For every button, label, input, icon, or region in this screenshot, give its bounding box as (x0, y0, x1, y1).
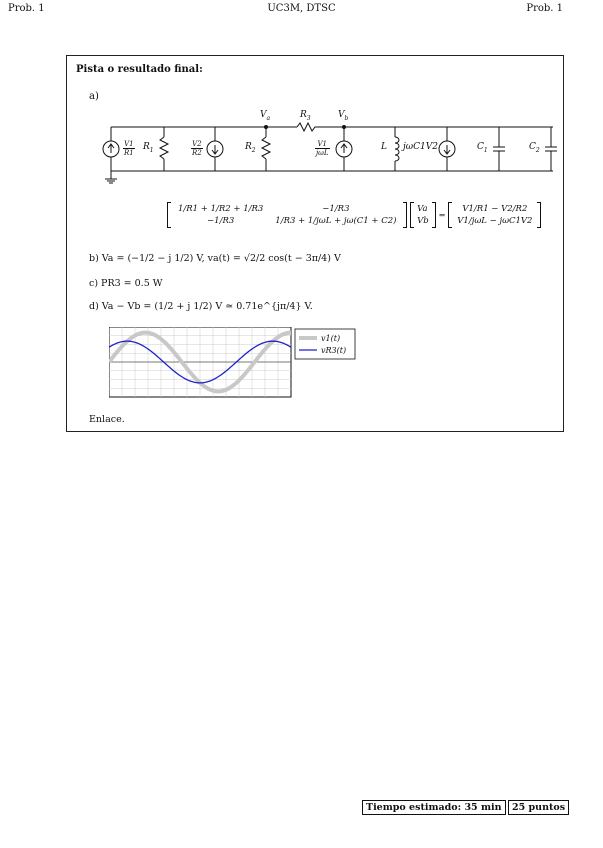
hint-box (66, 55, 564, 432)
m21: −1/R3 (207, 216, 235, 226)
r3-label: $R_3$ (300, 110, 311, 122)
header-left: Prob. 1 (8, 3, 45, 14)
rhs-2: V1/jωL − jωC1V2 (457, 216, 533, 226)
link-text[interactable]: Enlace. (89, 414, 125, 425)
m12: −1/R3 (322, 204, 350, 214)
v-b: Vb (417, 216, 429, 226)
c1-label: $C_1$ (477, 142, 488, 154)
m22: 1/R3 + 1/jωL + jω(C1 + C2) (275, 216, 397, 226)
inductor-label: L (381, 142, 387, 152)
m11: 1/R1 + 1/R2 + 1/R3 (178, 204, 264, 214)
coef-matrix (167, 202, 407, 228)
part-b: b) Va = (−1/2 − j 1/2) V, va(t) = √2/2 cos(t − 3π/4) V (89, 253, 341, 264)
node-b-label: $V_b$ (338, 110, 349, 122)
waveform-chart (109, 327, 399, 403)
voltage-vector (410, 202, 436, 228)
time-badge: Tiempo estimado: 35 min (362, 800, 506, 815)
node-a-label: $V_a$ (260, 110, 271, 122)
matrix-equation: 1/R1 + 1/R2 + 1/R3 −1/R3 −1/R3 1/R3 + 1/jωL + jω(C1 + C2) Va Vb = V1/R1 − V2/R2 V1/jωL − jωC1V2 (167, 202, 541, 228)
points-badge: 25 puntos (508, 800, 569, 815)
rhs-1: V1/R1 − V2/R2 (462, 204, 528, 214)
legend-label-1: v1(t) (321, 334, 341, 343)
c2-label: $C_2$ (529, 142, 540, 154)
part-d: d) Va − Vb = (1/2 + j 1/2) V ≃ 0.71e^{jπ/4} V. (89, 301, 313, 312)
header-right: Prob. 1 (526, 3, 563, 14)
src3-label: $\frac{V1}{\text{jωL}}$ (316, 140, 329, 157)
header-center: UC3M, DTSC (267, 3, 336, 14)
src2-label: $\frac{V2}{R2}$ (192, 140, 202, 157)
rhs-vector (448, 202, 541, 228)
r1-label: $R_1$ (143, 142, 154, 154)
v-a: Va (417, 204, 428, 214)
src1-label: $\frac{V1}{R1}$ (124, 140, 134, 157)
dep-source-label: jωC1V2 (403, 142, 438, 152)
r2-label: $R_2$ (245, 142, 256, 154)
legend-label-2: vR3(t) (321, 346, 347, 355)
part-c: c) PR3 = 0.5 W (89, 278, 163, 289)
part-a-label: a) (89, 91, 99, 102)
hint-title: Pista o resultado final: (76, 64, 203, 75)
